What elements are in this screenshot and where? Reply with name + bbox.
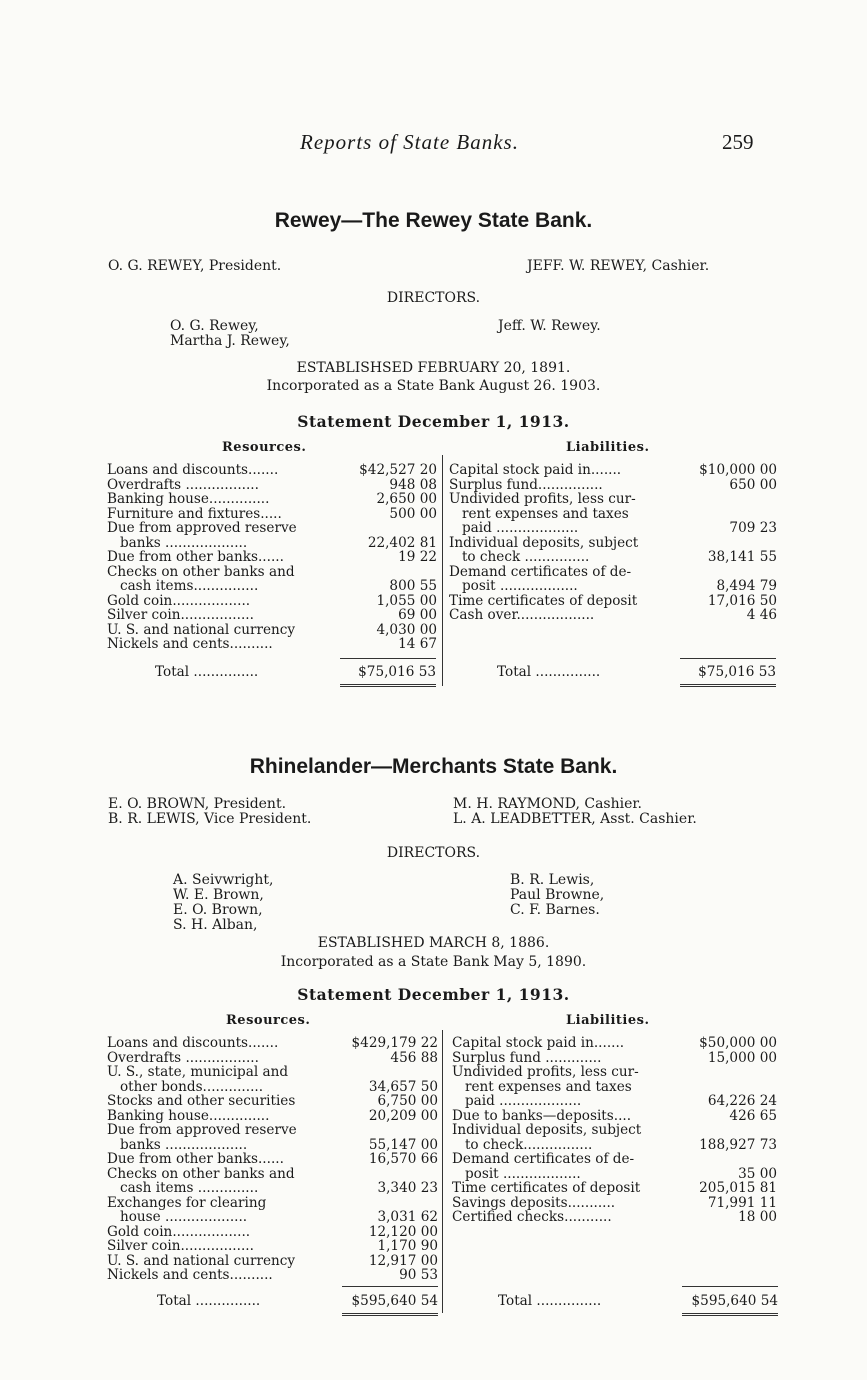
ledger-row — [107, 1123, 438, 1138]
ledger-label: Nickels and cents.......... — [107, 1267, 273, 1283]
ledger-amount: 1,170 90 — [377, 1238, 438, 1254]
ledger-label: Undivided profits, less cur- — [452, 1064, 639, 1080]
ledger-amount: 800 55 — [389, 578, 437, 594]
ledger-label: house ................... — [107, 1209, 248, 1225]
ledger-amount: 34,657 50 — [368, 1078, 438, 1095]
total-label: Total ............... — [497, 664, 601, 680]
ledger-row — [449, 478, 777, 493]
ledger-row — [107, 1036, 438, 1051]
ledger-row — [452, 1152, 777, 1167]
ledger-row — [449, 594, 777, 609]
ledger-label: cash items .............. — [107, 1180, 259, 1196]
ledger-row — [452, 1036, 777, 1051]
ledger-row — [107, 637, 437, 652]
ledger-amount: $10,000 00 — [699, 462, 777, 478]
ledger-amount: 188,927 73 — [699, 1136, 777, 1153]
ledger-row — [449, 608, 777, 623]
ledger-label: Silver coin................. — [107, 1238, 254, 1254]
ledger-label: Capital stock paid in....... — [449, 462, 622, 478]
ledger-amount: 3,340 23 — [377, 1180, 438, 1196]
ledger-label: to check................ — [452, 1136, 593, 1153]
total-rule — [682, 1286, 778, 1287]
ledger-label: Checks on other banks and — [107, 1165, 295, 1182]
ledger-amount: 20,209 00 — [368, 1107, 438, 1124]
incorporated-date: Incorporated as a State Bank May 5, 1890. — [280, 954, 587, 970]
ledger-row — [107, 1167, 438, 1182]
officer-cashier: JEFF. W. REWEY, Cashier. — [527, 258, 710, 274]
directors-list-left: A. Seivwright, W. E. Brown, E. O. Brown, S. H. Alban, — [173, 872, 274, 933]
ledger-row — [452, 1167, 777, 1182]
ledger-row — [452, 1181, 777, 1196]
ledger-amount: 709 23 — [729, 520, 777, 536]
ledger-label: Gold coin.................. — [107, 592, 251, 609]
ledger-label: Overdrafts ................. — [107, 1049, 259, 1066]
statement-heading: Statement December 1, 1913. — [297, 412, 570, 431]
ledger-row — [452, 1051, 777, 1066]
officer-president: E. O. BROWN, President. — [108, 796, 287, 812]
ledger-amount: 90 53 — [399, 1267, 438, 1283]
ledger-label: Surplus fund ............. — [452, 1049, 602, 1066]
ledger-label: Cash over.................. — [449, 607, 595, 623]
established-date: ESTABLISHSED FEBRUARY 20, 1891. — [296, 360, 571, 376]
directors-list-left: O. G. Rewey, Martha J. Rewey, — [170, 318, 290, 349]
ledger-label: U. S. and national currency — [107, 1252, 296, 1269]
ledger-label: paid ................... — [452, 1093, 582, 1109]
ledger-label: Exchanges for clearing — [107, 1194, 267, 1211]
ledger-row — [107, 1109, 438, 1124]
ledger-label: Stocks and other securities — [107, 1093, 296, 1109]
ledger-row — [107, 579, 437, 594]
ledger-amount: 4 46 — [746, 607, 777, 623]
ledger-amount: $429,179 22 — [351, 1035, 438, 1051]
ledger-row — [449, 507, 777, 522]
directors-heading: DIRECTORS. — [386, 845, 481, 861]
ledger-row — [452, 1094, 777, 1109]
bank-title: Rewey—The Rewey State Bank. — [274, 209, 593, 232]
total-liabilities: $595,640 54 — [691, 1293, 778, 1309]
ledger-row — [107, 1138, 438, 1153]
ledger-label: paid ................... — [449, 520, 579, 536]
ledger-row — [107, 550, 437, 565]
ledger-label: Due from other banks...... — [107, 1151, 284, 1167]
resources-table — [107, 463, 437, 652]
established-date: ESTABLISHED MARCH 8, 1886. — [317, 935, 550, 951]
ledger-row — [107, 608, 437, 623]
resources-table — [107, 1036, 438, 1283]
ledger-amount: $42,527 20 — [359, 462, 437, 478]
total-liabilities: $75,016 53 — [698, 664, 776, 680]
ledger-label: Surplus fund............... — [449, 476, 603, 493]
ledger-row — [107, 463, 437, 478]
ledger-label: Due to banks—deposits.... — [452, 1107, 632, 1124]
ledger-label: Nickels and cents.......... — [107, 636, 273, 652]
ledger-row — [107, 1254, 438, 1269]
ledger-label: Due from other banks...... — [107, 549, 284, 565]
ledger-label: U. S. and national currency — [107, 621, 296, 638]
ledger-label: Silver coin................. — [107, 607, 254, 623]
ledger-label: Due from approved reserve — [107, 1122, 297, 1138]
bank-title: Rhinelander—Merchants State Bank. — [249, 755, 618, 778]
double-rule — [680, 684, 776, 687]
officer-president: O. G. REWEY, President. — [108, 258, 282, 274]
ledger-label: Due from approved reserve — [107, 520, 297, 536]
ledger-amount: 3,031 62 — [377, 1209, 438, 1225]
ledger-amount: 64,226 24 — [707, 1093, 777, 1109]
ledger-row — [107, 1051, 438, 1066]
ledger-amount: 16,570 66 — [368, 1151, 438, 1167]
liabilities-table — [449, 463, 777, 623]
ledger-row — [452, 1210, 777, 1225]
liabilities-heading: Liabilities. — [566, 1013, 650, 1028]
ledger-row — [107, 1152, 438, 1167]
ledger-amount: 2,650 00 — [376, 491, 437, 507]
ledger-amount: 456 88 — [390, 1049, 438, 1066]
liabilities-heading: Liabilities. — [566, 440, 650, 455]
ledger-row — [449, 463, 777, 478]
directors-list-right: B. R. Lewis, Paul Browne, C. F. Barnes. — [510, 872, 605, 918]
ledger-label: Individual deposits, subject — [449, 534, 639, 551]
directors-list-right: Jeff. W. Rewey. — [498, 318, 601, 334]
ledger-row — [452, 1109, 777, 1124]
double-rule — [682, 1313, 778, 1316]
directors-heading: DIRECTORS. — [386, 290, 481, 306]
ledger-label: to check ............... — [449, 549, 590, 565]
ledger-amount: 4,030 00 — [376, 621, 437, 638]
ledger-row — [452, 1065, 777, 1080]
ledger-amount: 15,000 00 — [707, 1049, 777, 1066]
ledger-amount: 948 08 — [389, 476, 437, 493]
ledger-amount: 650 00 — [729, 476, 777, 493]
ledger-label: banks ................... — [107, 1136, 248, 1153]
column-divider — [442, 455, 443, 686]
ledger-amount: 12,120 00 — [368, 1223, 438, 1240]
ledger-row — [107, 565, 437, 580]
ledger-row — [107, 536, 437, 551]
ledger-label: posit .................. — [452, 1165, 581, 1182]
officer-vice-president: B. R. LEWIS, Vice President. — [108, 811, 312, 827]
ledger-label: rent expenses and taxes — [449, 505, 629, 522]
ledger-label: Time certificates of deposit — [452, 1180, 641, 1196]
ledger-label: Banking house.............. — [107, 1107, 270, 1124]
ledger-row — [449, 550, 777, 565]
ledger-label: cash items............... — [107, 578, 259, 594]
ledger-label: Certified checks........... — [452, 1209, 612, 1225]
ledger-label: Capital stock paid in....... — [452, 1035, 625, 1051]
ledger-label: Undivided profits, less cur- — [449, 491, 636, 507]
ledger-amount: 205,015 81 — [699, 1180, 777, 1196]
ledger-row — [107, 492, 437, 507]
ledger-row — [107, 1065, 438, 1080]
ledger-row — [107, 521, 437, 536]
ledger-amount: 12,917 00 — [368, 1252, 438, 1269]
resources-heading: Resources. — [222, 440, 307, 455]
ledger-row — [449, 492, 777, 507]
incorporated-date: Incorporated as a State Bank August 26. 1903. — [266, 378, 601, 394]
ledger-label: posit .................. — [449, 578, 578, 594]
ledger-label: Savings deposits........... — [452, 1194, 616, 1211]
ledger-row — [452, 1138, 777, 1153]
ledger-row — [107, 1181, 438, 1196]
ledger-row — [449, 565, 777, 580]
ledger-row — [107, 478, 437, 493]
ledger-label: Overdrafts ................. — [107, 476, 259, 493]
officer-cashier: M. H. RAYMOND, Cashier. — [453, 796, 642, 812]
ledger-label: U. S., state, municipal and — [107, 1064, 289, 1080]
ledger-amount: 6,750 00 — [377, 1093, 438, 1109]
ledger-amount: 1,055 00 — [376, 592, 437, 609]
ledger-row — [107, 1210, 438, 1225]
ledger-row — [107, 1196, 438, 1211]
ledger-row — [107, 1094, 438, 1109]
total-label: Total ............... — [498, 1293, 602, 1309]
ledger-label: Time certificates of deposit — [449, 592, 638, 609]
liabilities-table — [452, 1036, 777, 1225]
ledger-amount: 8,494 79 — [716, 578, 777, 594]
ledger-amount: 38,141 55 — [707, 549, 777, 565]
ledger-label: Loans and discounts....... — [107, 1035, 279, 1051]
ledger-row — [107, 1080, 438, 1095]
ledger-amount: $50,000 00 — [699, 1035, 777, 1051]
ledger-row — [107, 623, 437, 638]
total-label: Total ............... — [157, 1293, 261, 1309]
ledger-label: Loans and discounts....... — [107, 462, 279, 478]
ledger-label: Banking house.............. — [107, 491, 270, 507]
ledger-label: Checks on other banks and — [107, 563, 295, 580]
ledger-amount: 69 00 — [398, 607, 437, 623]
ledger-row — [449, 521, 777, 536]
running-head: Reports of State Banks. — [300, 130, 519, 154]
officer-asst-cashier: L. A. LEADBETTER, Asst. Cashier. — [453, 811, 697, 827]
ledger-amount: 19 22 — [398, 549, 437, 565]
ledger-row — [449, 579, 777, 594]
ledger-label: Furniture and fixtures..... — [107, 505, 282, 522]
ledger-row — [452, 1196, 777, 1211]
total-rule — [680, 658, 776, 659]
ledger-label: other bonds.............. — [107, 1078, 264, 1095]
ledger-amount: 18 00 — [738, 1209, 777, 1225]
ledger-row — [452, 1123, 777, 1138]
ledger-label: Demand certificates of de- — [449, 563, 632, 580]
total-rule — [342, 1286, 438, 1287]
statement-heading: Statement December 1, 1913. — [297, 985, 570, 1004]
column-divider — [442, 1030, 443, 1313]
ledger-row — [107, 1225, 438, 1240]
double-rule — [342, 1313, 438, 1316]
ledger-amount: 55,147 00 — [368, 1136, 438, 1153]
ledger-label: Individual deposits, subject — [452, 1122, 642, 1138]
ledger-label: Demand certificates of de- — [452, 1151, 635, 1167]
ledger-amount: 22,402 81 — [367, 534, 437, 551]
ledger-amount: 71,991 11 — [707, 1194, 777, 1211]
ledger-amount: 35 00 — [738, 1165, 777, 1182]
page-number: 259 — [722, 130, 754, 154]
resources-heading: Resources. — [226, 1013, 311, 1028]
ledger-amount: 500 00 — [389, 505, 437, 522]
total-resources: $595,640 54 — [351, 1293, 438, 1309]
ledger-amount: 17,016 50 — [707, 592, 777, 609]
total-rule — [340, 658, 436, 659]
ledger-row — [449, 536, 777, 551]
double-rule — [340, 684, 436, 687]
ledger-label: Gold coin.................. — [107, 1223, 251, 1240]
ledger-amount: 14 67 — [398, 636, 437, 652]
ledger-row — [107, 1268, 438, 1283]
ledger-row — [452, 1080, 777, 1095]
ledger-amount: 426 65 — [729, 1107, 777, 1124]
ledger-row — [107, 594, 437, 609]
ledger-label: rent expenses and taxes — [452, 1078, 632, 1095]
ledger-row — [107, 1239, 438, 1254]
ledger-label: banks ................... — [107, 534, 248, 551]
total-resources: $75,016 53 — [358, 664, 436, 680]
total-label: Total ............... — [155, 664, 259, 680]
ledger-row — [107, 507, 437, 522]
